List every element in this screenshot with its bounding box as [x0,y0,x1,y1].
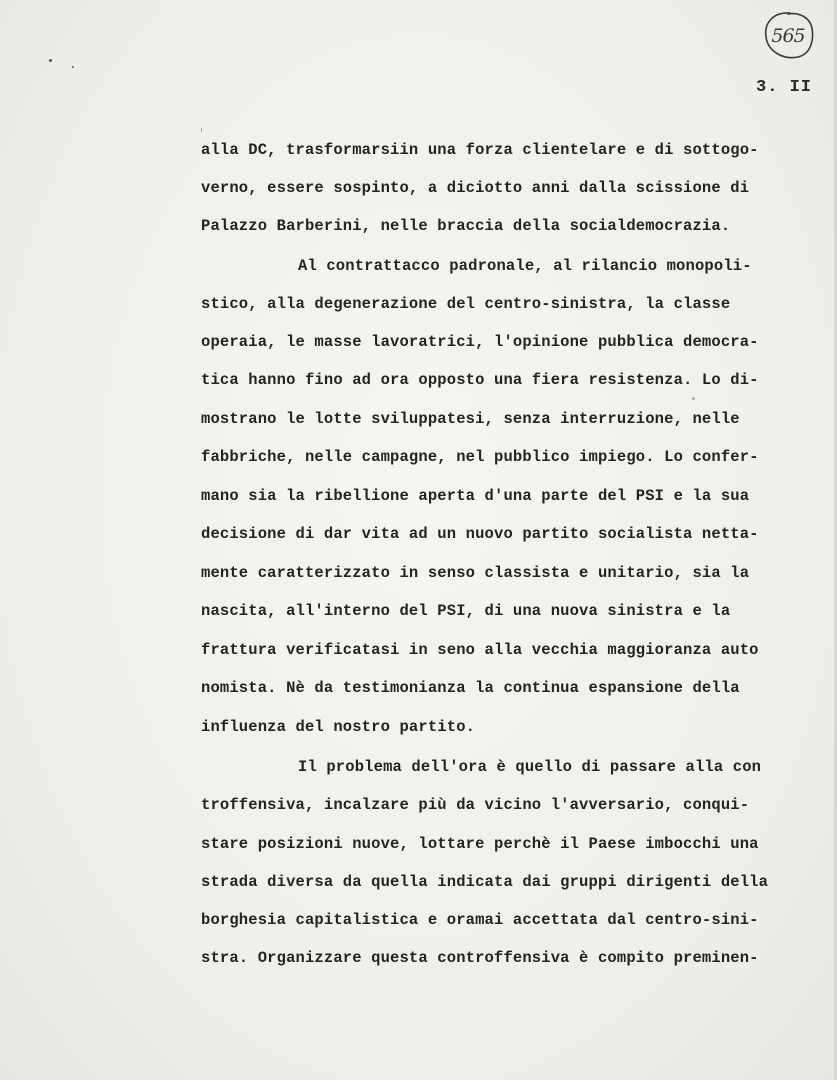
text-line: fabbriche, nelle campagne, nel pubblico impiego. Lo confer- [201,448,759,466]
text-line: stare posizioni nuove, lottare perchè il Paese imbocchi una [201,835,759,853]
ink-speck [692,397,695,400]
text-line: mente caratterizzato in senso classista e unitario, sia la [201,564,750,582]
text-line: Al contrattacco padronale, al rilancio monopoli- [298,257,752,275]
text-line: nascita, all'interno del PSI, di una nuova sinistra e la [201,602,731,620]
text-line: borghesia capitalistica e oramai accettata dal centro-sini- [201,911,759,929]
text-line: Il problema dell'ora è quello di passare alla con [298,758,762,776]
page-number: 3. II [756,78,813,97]
text-line: stico, alla degenerazione del centro-sinistra, la classe [201,295,731,313]
text-line: nomista. Nè da testimonianza la continua espansione della [201,679,740,697]
text-line: decisione di dar vita ad un nuovo partito socialista netta- [201,525,759,543]
text-line: mostrano le lotte sviluppatesi, senza interruzione, nelle [201,410,740,428]
ink-speck [201,128,202,132]
text-line: alla DC, trasformarsiin una forza clientelare e di sottogo- [201,141,759,159]
text-line: strada diversa da quella indicata dai gruppi dirigenti della [201,873,769,891]
ink-speck [72,66,74,68]
text-line: operaia, le masse lavoratrici, l'opinione pubblica democra- [201,333,759,351]
text-line: mano sia la ribellione aperta d'una parte del PSI e la sua [201,487,750,505]
text-line: verno, essere sospinto, a diciotto anni dalla scissione di [201,179,750,197]
ink-speck [49,59,52,62]
text-line: stra. Organizzare questa controffensiva è compito preminen- [201,949,759,967]
archive-number-stamp [760,10,816,62]
text-line: troffensiva, incalzare più da vicino l'avversario, conqui- [201,796,750,814]
archive-number: 565 [771,25,805,47]
text-line: tica hanno fino ad ora opposto una fiera resistenza. Lo di- [201,371,759,389]
text-line: frattura verificatasi in seno alla vecchia maggioranza auto [201,641,759,659]
text-line: influenza del nostro partito. [201,718,476,736]
text-line: Palazzo Barberini, nelle braccia della socialdemocrazia. [201,217,731,235]
